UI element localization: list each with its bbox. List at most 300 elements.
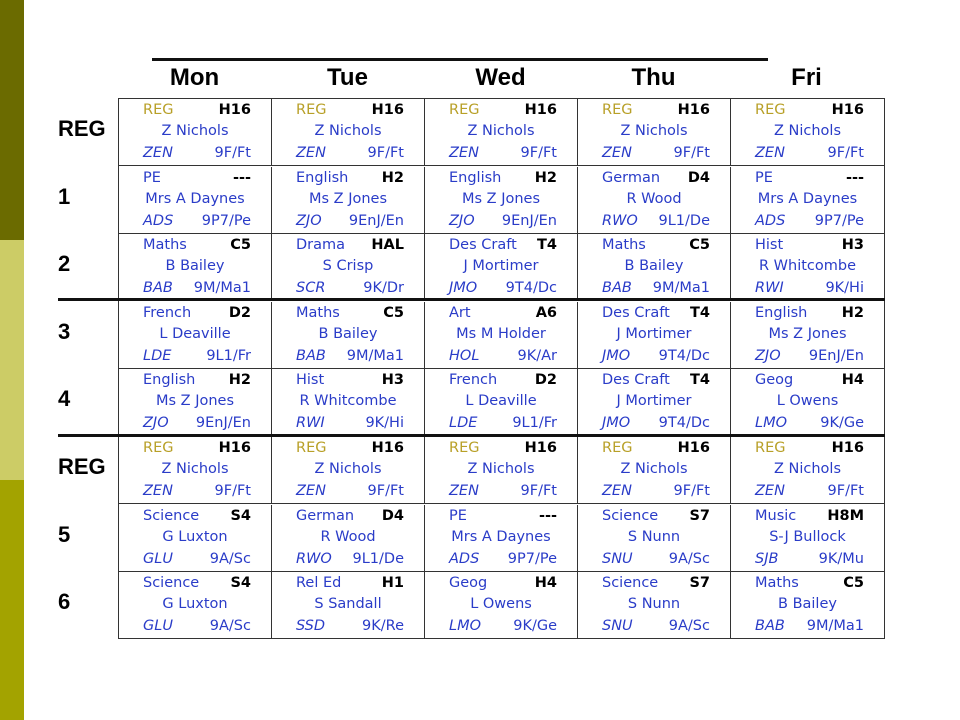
timetable-cell[interactable] bbox=[578, 302, 731, 369]
subject-label: French bbox=[143, 304, 192, 321]
cell-line-group bbox=[578, 413, 730, 434]
subject-label: English bbox=[449, 169, 502, 186]
subject-label: PE bbox=[755, 169, 773, 186]
timetable-cell[interactable] bbox=[731, 302, 884, 369]
day-header-mon: Mon bbox=[169, 64, 220, 91]
teacher-code: ZEN bbox=[143, 483, 173, 499]
cell-line-subject bbox=[578, 506, 730, 527]
teacher-name: R Wood bbox=[626, 190, 682, 207]
timetable-cell[interactable] bbox=[731, 572, 884, 639]
cell-line-subject bbox=[578, 438, 730, 459]
cell-line-group bbox=[731, 143, 884, 164]
timetable-cell[interactable] bbox=[731, 437, 884, 504]
class-group: 9EnJ/En bbox=[501, 212, 557, 229]
cell-line-group bbox=[578, 481, 730, 502]
subject-label: German bbox=[296, 507, 355, 524]
teacher-name: Ms Z Jones bbox=[155, 393, 235, 410]
class-group: 9A/Sc bbox=[209, 618, 251, 635]
teacher-name: Ms M Holder bbox=[456, 325, 546, 342]
class-group: 9F/Ft bbox=[827, 145, 864, 161]
teacher-code: SNU bbox=[602, 618, 633, 635]
teacher-code: ADS bbox=[449, 550, 480, 567]
timetable-cell[interactable] bbox=[425, 167, 578, 234]
teacher-name: Mrs A Daynes bbox=[451, 528, 551, 545]
teacher-code: ZEN bbox=[602, 145, 632, 161]
teacher-code: ZEN bbox=[296, 483, 326, 499]
teacher-name: B Bailey bbox=[165, 258, 225, 275]
cell-line-subject bbox=[578, 168, 730, 189]
teacher-code: BAB bbox=[296, 347, 326, 364]
teacher-code: HOL bbox=[449, 347, 480, 364]
teacher-code: ZJO bbox=[143, 415, 169, 432]
timetable-cell[interactable] bbox=[272, 99, 425, 166]
cell-line-subject bbox=[425, 573, 577, 594]
subject-label: REG bbox=[143, 440, 174, 456]
class-group: 9A/Sc bbox=[668, 618, 710, 635]
teacher-code: ZEN bbox=[296, 145, 326, 161]
cell-line-group bbox=[425, 211, 577, 232]
teacher-code: BAB bbox=[143, 280, 173, 297]
cell-line-subject bbox=[272, 168, 424, 189]
cell-line-subject bbox=[119, 303, 271, 324]
timetable-cell[interactable] bbox=[119, 505, 272, 572]
cell-line-subject bbox=[731, 506, 884, 527]
teacher-code: GLU bbox=[143, 618, 173, 635]
timetable-cell[interactable] bbox=[119, 369, 272, 436]
class-group: 9F/Ft bbox=[367, 483, 404, 499]
timetable-cell[interactable] bbox=[272, 302, 425, 369]
cell-line-subject bbox=[425, 506, 577, 527]
row-label: 5 bbox=[58, 521, 71, 547]
cell-line-group bbox=[425, 346, 577, 367]
room-label: D2 bbox=[228, 304, 251, 321]
cell-line-group bbox=[731, 616, 884, 637]
class-group: 9L1/De bbox=[658, 212, 710, 229]
cell-line-subject bbox=[731, 100, 884, 121]
class-group: 9A/Sc bbox=[668, 550, 710, 567]
room-label: H2 bbox=[228, 372, 251, 389]
room-label: D4 bbox=[687, 169, 710, 186]
class-group: 9K/Hi bbox=[825, 280, 864, 297]
room-label: C5 bbox=[689, 237, 710, 254]
timetable-cell[interactable] bbox=[578, 572, 731, 639]
subject-label: PE bbox=[449, 507, 467, 524]
teacher-name: J Mortimer bbox=[616, 393, 692, 410]
room-label: H4 bbox=[534, 575, 557, 592]
cell-line-subject bbox=[272, 100, 424, 121]
teacher-name: S Nunn bbox=[627, 528, 681, 545]
teacher-name: B Bailey bbox=[318, 325, 378, 342]
class-group: 9P7/Pe bbox=[201, 212, 251, 229]
teacher-code: ZEN bbox=[449, 483, 479, 499]
timetable-cell[interactable] bbox=[272, 167, 425, 234]
teacher-code: ZEN bbox=[143, 145, 173, 161]
teacher-code: RWO bbox=[602, 212, 638, 229]
teacher-name: J Mortimer bbox=[616, 325, 692, 342]
teacher-name: R Whitcombe bbox=[299, 393, 397, 410]
cell-line-group bbox=[731, 346, 884, 367]
slide-sidebar bbox=[0, 0, 24, 720]
subject-label: REG bbox=[449, 102, 480, 118]
class-group: 9P7/Pe bbox=[507, 550, 557, 567]
sidebar-block-bottom bbox=[0, 480, 24, 720]
room-label: H16 bbox=[524, 440, 557, 456]
timetable-cell[interactable] bbox=[731, 505, 884, 572]
cell-line-group bbox=[578, 346, 730, 367]
subject-label: Science bbox=[602, 575, 659, 592]
teacher-code: JMO bbox=[602, 415, 631, 432]
room-label: --- bbox=[232, 169, 251, 186]
cell-line-group bbox=[578, 143, 730, 164]
room-label: S7 bbox=[689, 575, 710, 592]
subject-label: Geog bbox=[755, 372, 794, 389]
timetable-cell[interactable] bbox=[425, 505, 578, 572]
cell-line-subject bbox=[119, 370, 271, 391]
teacher-code: SSD bbox=[296, 618, 326, 635]
cell-line-subject bbox=[425, 303, 577, 324]
room-label: H16 bbox=[371, 102, 404, 118]
subject-label: Maths bbox=[755, 575, 799, 592]
timetable-cell[interactable] bbox=[731, 369, 884, 436]
teacher-name: Z Nichols bbox=[161, 461, 229, 477]
cell-line-subject bbox=[731, 303, 884, 324]
class-group: 9M/Ma1 bbox=[346, 347, 404, 364]
row-label: 4 bbox=[58, 386, 71, 412]
room-label: H8M bbox=[827, 507, 864, 524]
timetable-cell[interactable] bbox=[731, 99, 884, 166]
room-label: H4 bbox=[841, 372, 864, 389]
cell-line-group bbox=[578, 549, 730, 570]
row-label: REG bbox=[58, 454, 106, 479]
teacher-name: Z Nichols bbox=[773, 461, 842, 477]
class-group: 9F/Ft bbox=[520, 483, 557, 499]
timetable-cell[interactable] bbox=[119, 167, 272, 234]
class-group: 9K/Ge bbox=[820, 415, 864, 432]
teacher-code: ZEN bbox=[755, 145, 785, 161]
subject-label: REG bbox=[602, 102, 633, 118]
timetable-cell[interactable] bbox=[731, 234, 884, 301]
teacher-name: S Crisp bbox=[322, 258, 374, 275]
cell-line-group bbox=[119, 616, 271, 637]
timetable-cell[interactable] bbox=[272, 505, 425, 572]
class-group: 9M/Ma1 bbox=[193, 280, 251, 297]
day-header-thu: Thu bbox=[631, 64, 676, 91]
subject-label: REG bbox=[602, 440, 633, 456]
row-label: REG bbox=[58, 116, 106, 141]
cell-line-group bbox=[119, 211, 271, 232]
teacher-code: ZEN bbox=[755, 483, 785, 499]
cell-line-group bbox=[272, 143, 424, 164]
cell-line-group bbox=[578, 211, 730, 232]
subject-label: PE bbox=[143, 169, 161, 186]
class-group: 9L1/Fr bbox=[512, 415, 557, 432]
teacher-name: S Sandall bbox=[314, 596, 382, 613]
class-group: 9L1/De bbox=[352, 550, 404, 567]
teacher-code: ZJO bbox=[449, 212, 475, 229]
subject-label: Science bbox=[602, 507, 659, 524]
class-group: 9L1/Fr bbox=[206, 347, 251, 364]
timetable-cell[interactable] bbox=[425, 437, 578, 504]
subject-label: English bbox=[755, 304, 808, 321]
timetable-cell[interactable] bbox=[119, 99, 272, 166]
class-group: 9T4/Dc bbox=[505, 280, 557, 297]
subject-label: Art bbox=[449, 304, 471, 321]
timetable-cell[interactable] bbox=[119, 302, 272, 369]
timetable-cell[interactable] bbox=[578, 167, 731, 234]
timetable-cell[interactable] bbox=[731, 167, 884, 234]
break-divider bbox=[58, 298, 885, 301]
cell-line-subject bbox=[119, 168, 271, 189]
cell-line-subject bbox=[119, 100, 271, 121]
teacher-code: JMO bbox=[449, 280, 478, 297]
day-header-tue: Tue bbox=[327, 64, 368, 91]
teacher-name: Z Nichols bbox=[467, 461, 535, 477]
cell-line-group bbox=[272, 211, 424, 232]
lunch-divider bbox=[58, 434, 885, 437]
subject-label: Des Craft bbox=[449, 237, 517, 254]
teacher-name: Z Nichols bbox=[620, 123, 688, 139]
teacher-name: B Bailey bbox=[778, 596, 837, 613]
room-label: T4 bbox=[690, 304, 710, 321]
timetable-cell[interactable] bbox=[578, 99, 731, 166]
room-label: H2 bbox=[841, 304, 864, 321]
teacher-code: BAB bbox=[602, 280, 632, 297]
cell-line-subject bbox=[272, 235, 424, 256]
class-group: 9P7/Pe bbox=[814, 212, 864, 229]
teacher-code: SNU bbox=[602, 550, 633, 567]
teacher-name: Ms Z Jones bbox=[461, 190, 541, 207]
room-label: H3 bbox=[841, 237, 864, 254]
class-group: 9K/Ar bbox=[517, 347, 557, 364]
room-label: S7 bbox=[689, 507, 710, 524]
cell-line-group bbox=[119, 143, 271, 164]
class-group: 9EnJ/En bbox=[195, 415, 251, 432]
cell-line-group bbox=[119, 346, 271, 367]
teacher-name: J Mortimer bbox=[463, 258, 539, 275]
timetable-cell[interactable] bbox=[578, 505, 731, 572]
teacher-code: ZEN bbox=[449, 145, 479, 161]
timetable-cell[interactable] bbox=[272, 234, 425, 301]
class-group: 9T4/Dc bbox=[658, 415, 710, 432]
room-label: H16 bbox=[831, 102, 864, 118]
timetable-cell[interactable] bbox=[119, 234, 272, 301]
timetable-cell[interactable] bbox=[425, 234, 578, 301]
timetable-cell[interactable] bbox=[425, 572, 578, 639]
timetable-cell[interactable] bbox=[578, 437, 731, 504]
cell-line-subject bbox=[731, 370, 884, 391]
row-label: 2 bbox=[58, 251, 71, 277]
class-group: 9F/Ft bbox=[214, 145, 251, 161]
cell-line-group bbox=[425, 143, 577, 164]
teacher-code: RWI bbox=[296, 415, 325, 432]
teacher-name: R Wood bbox=[320, 528, 376, 545]
timetable-cell[interactable] bbox=[272, 437, 425, 504]
cell-line-subject bbox=[119, 438, 271, 459]
cell-line-subject bbox=[272, 303, 424, 324]
cell-line-subject bbox=[272, 573, 424, 594]
room-label: H3 bbox=[381, 372, 404, 389]
sidebar-block-middle bbox=[0, 240, 24, 480]
timetable-cell[interactable] bbox=[425, 302, 578, 369]
teacher-name: S Nunn bbox=[627, 596, 681, 613]
teacher-code: GLU bbox=[143, 550, 173, 567]
teacher-name: G Luxton bbox=[162, 528, 228, 545]
subject-label: Maths bbox=[143, 237, 187, 254]
cell-line-group bbox=[119, 278, 271, 299]
timetable-cell[interactable] bbox=[119, 572, 272, 639]
room-label: D2 bbox=[534, 372, 557, 389]
class-group: 9K/Hi bbox=[365, 415, 404, 432]
cell-line-subject bbox=[425, 100, 577, 121]
room-label: C5 bbox=[383, 304, 404, 321]
cell-line-subject bbox=[731, 573, 884, 594]
cell-line-subject bbox=[119, 235, 271, 256]
class-group: 9T4/Dc bbox=[658, 347, 710, 364]
timetable-cell[interactable] bbox=[425, 99, 578, 166]
cell-line-group bbox=[731, 413, 884, 434]
teacher-name: Z Nichols bbox=[161, 123, 229, 139]
cell-line-group bbox=[731, 481, 884, 502]
room-label: T4 bbox=[690, 372, 710, 389]
teacher-code: ADS bbox=[755, 212, 786, 229]
room-label: T4 bbox=[537, 237, 557, 254]
teacher-name: Z Nichols bbox=[620, 461, 688, 477]
subject-label: Rel Ed bbox=[296, 575, 342, 592]
teacher-code: ZJO bbox=[755, 347, 781, 364]
teacher-code: JMO bbox=[602, 347, 631, 364]
teacher-code: LMO bbox=[755, 415, 788, 432]
cell-line-subject bbox=[272, 506, 424, 527]
class-group: 9F/Ft bbox=[520, 145, 557, 161]
teacher-name: Mrs A Daynes bbox=[757, 190, 858, 207]
room-label: H16 bbox=[371, 440, 404, 456]
timetable-cell[interactable] bbox=[578, 369, 731, 436]
cell-line-group bbox=[425, 278, 577, 299]
cell-line-group bbox=[119, 413, 271, 434]
cell-line-subject bbox=[731, 438, 884, 459]
room-label: S4 bbox=[230, 575, 251, 592]
subject-label: Geog bbox=[449, 575, 488, 592]
teacher-name: L Deaville bbox=[465, 393, 537, 410]
subject-label: English bbox=[143, 372, 196, 389]
cell-line-subject bbox=[272, 370, 424, 391]
cell-line-group bbox=[425, 616, 577, 637]
subject-label: French bbox=[449, 372, 498, 389]
class-group: 9F/Ft bbox=[367, 145, 404, 161]
class-group: 9F/Ft bbox=[827, 483, 864, 499]
subject-label: English bbox=[296, 169, 349, 186]
room-label: H16 bbox=[677, 440, 710, 456]
cell-line-group bbox=[272, 481, 424, 502]
day-header-wed: Wed bbox=[475, 64, 526, 91]
room-label: H16 bbox=[831, 440, 864, 456]
teacher-name: L Owens bbox=[470, 596, 532, 613]
cell-line-group bbox=[119, 481, 271, 502]
class-group: 9M/Ma1 bbox=[652, 280, 710, 297]
cell-line-group bbox=[272, 616, 424, 637]
room-label: D4 bbox=[381, 507, 404, 524]
teacher-code: ZEN bbox=[602, 483, 632, 499]
subject-label: Music bbox=[755, 507, 797, 524]
timetable-cell[interactable] bbox=[272, 369, 425, 436]
room-label: H16 bbox=[677, 102, 710, 118]
teacher-name: L Deaville bbox=[159, 325, 231, 342]
cell-line-group bbox=[578, 616, 730, 637]
subject-label: REG bbox=[143, 102, 174, 118]
cell-line-subject bbox=[425, 168, 577, 189]
teacher-name: G Luxton bbox=[162, 596, 228, 613]
room-label: --- bbox=[845, 169, 864, 186]
teacher-code: LDE bbox=[449, 415, 478, 432]
room-label: H2 bbox=[534, 169, 557, 186]
sidebar-block-top bbox=[0, 0, 24, 240]
teacher-name: B Bailey bbox=[624, 258, 684, 275]
subject-label: REG bbox=[449, 440, 480, 456]
teacher-code: ADS bbox=[143, 212, 174, 229]
class-group: 9F/Ft bbox=[214, 483, 251, 499]
timetable-cell[interactable] bbox=[425, 369, 578, 436]
teacher-name: Z Nichols bbox=[773, 123, 842, 139]
teacher-name: S-J Bullock bbox=[769, 528, 846, 545]
cell-line-subject bbox=[731, 235, 884, 256]
teacher-code: LMO bbox=[449, 618, 482, 635]
cell-line-subject bbox=[425, 235, 577, 256]
class-group: 9F/Ft bbox=[673, 145, 710, 161]
header-rule bbox=[152, 58, 768, 61]
cell-line-group bbox=[731, 278, 884, 299]
teacher-code: SCR bbox=[296, 280, 326, 297]
timetable-cell[interactable] bbox=[272, 572, 425, 639]
cell-line-subject bbox=[578, 303, 730, 324]
class-group: 9M/Ma1 bbox=[806, 618, 864, 635]
room-label: C5 bbox=[843, 575, 864, 592]
cell-line-subject bbox=[731, 168, 884, 189]
timetable-cell[interactable] bbox=[578, 234, 731, 301]
teacher-name: Z Nichols bbox=[314, 461, 382, 477]
class-group: 9K/Mu bbox=[818, 550, 864, 567]
teacher-name: Ms Z Jones bbox=[768, 325, 847, 342]
subject-label: Des Craft bbox=[602, 372, 670, 389]
room-label: H2 bbox=[381, 169, 404, 186]
row-label: 6 bbox=[58, 589, 71, 615]
subject-label: Drama bbox=[296, 237, 346, 254]
row-label: 1 bbox=[58, 183, 71, 209]
subject-label: Des Craft bbox=[602, 304, 670, 321]
class-group: 9K/Re bbox=[362, 618, 404, 635]
timetable-cell[interactable] bbox=[119, 437, 272, 504]
cell-line-subject bbox=[578, 370, 730, 391]
subject-label: German bbox=[602, 169, 661, 186]
cell-line-group bbox=[425, 413, 577, 434]
cell-line-group bbox=[731, 549, 884, 570]
subject-label: REG bbox=[296, 440, 327, 456]
subject-label: Science bbox=[143, 507, 200, 524]
teacher-name: Ms Z Jones bbox=[308, 190, 388, 207]
cell-line-group bbox=[425, 481, 577, 502]
teacher-code: LDE bbox=[143, 347, 172, 364]
cell-line-subject bbox=[425, 370, 577, 391]
teacher-code: ZJO bbox=[296, 212, 322, 229]
subject-label: Maths bbox=[296, 304, 340, 321]
day-header-fri: Fri bbox=[791, 64, 822, 91]
cell-line-subject bbox=[272, 438, 424, 459]
cell-line-group bbox=[272, 278, 424, 299]
cell-line-group bbox=[425, 549, 577, 570]
subject-label: Hist bbox=[755, 237, 784, 254]
cell-line-group bbox=[578, 278, 730, 299]
teacher-code: RWI bbox=[755, 280, 784, 297]
room-label: H16 bbox=[218, 440, 251, 456]
